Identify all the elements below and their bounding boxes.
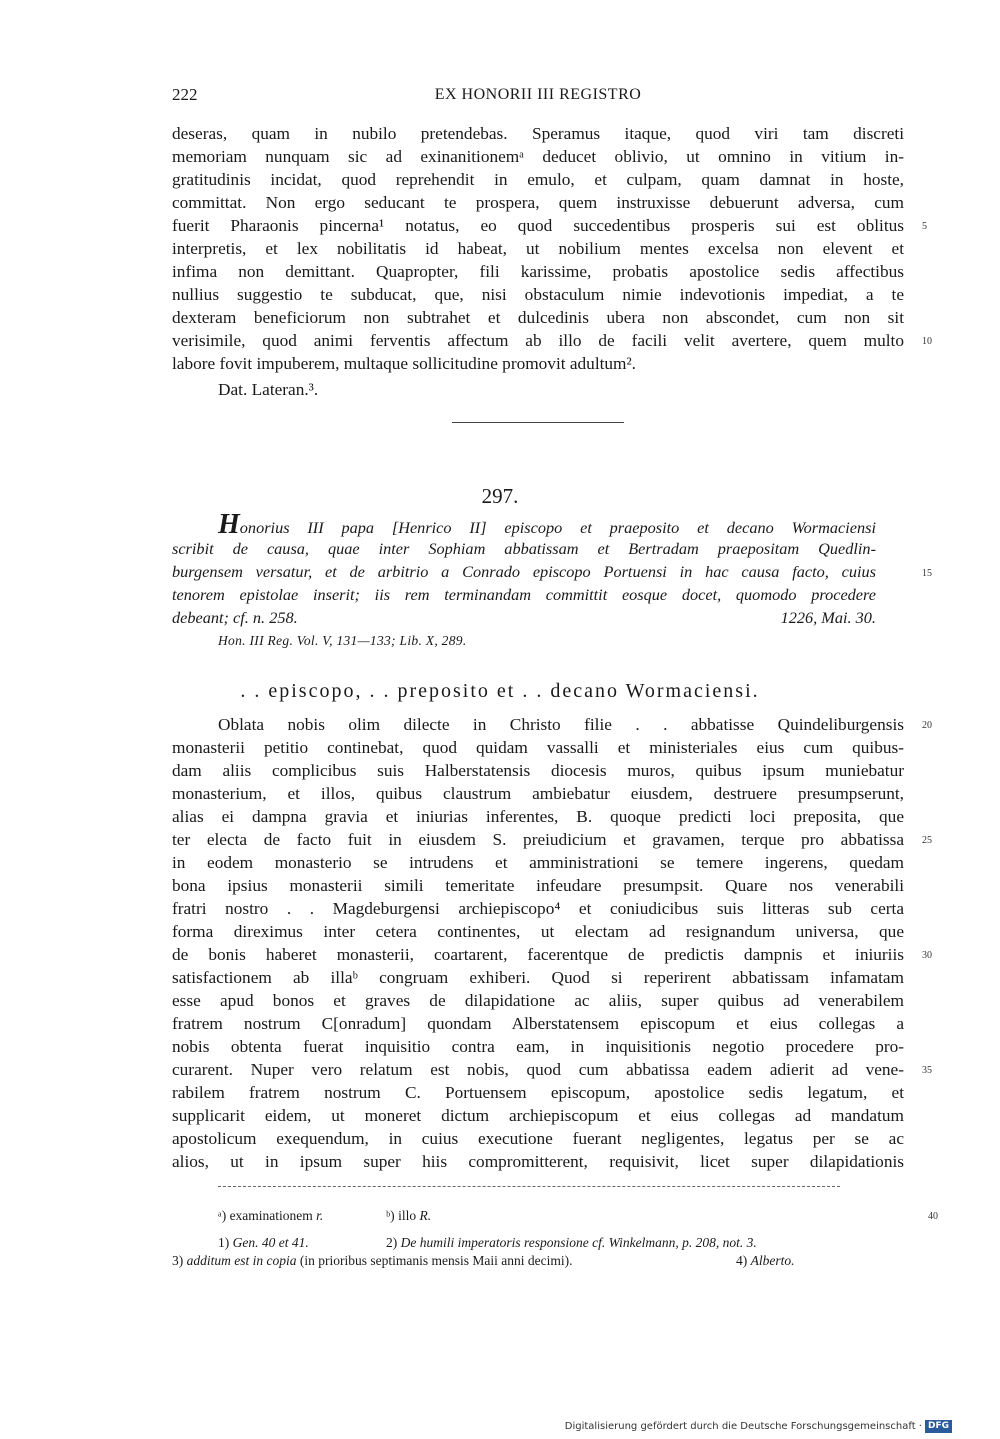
text-line: monasterii petitio continebat, quod quidam vassalli et ministeriales eius cum quibus- bbox=[172, 738, 904, 757]
line-number: 35 bbox=[922, 1065, 932, 1076]
footnote-divider bbox=[218, 1186, 840, 1187]
text-line: forma direximus inter cetera continentes, ut electam ad resignandum universa, que bbox=[172, 922, 904, 941]
text-line: committat. Non ergo seducant te prospera, quem instruxisse debuerunt adversa, cum bbox=[172, 193, 904, 212]
text-line: bona ipsius monasterii simili temeritate infeudare presumpsit. Quare nos venerabili bbox=[172, 876, 904, 895]
text-line: nullius suggestio te subducat, que, nisi obstaculum nimie indevotionis impediat, a te bbox=[172, 285, 904, 304]
regest-line: tenorem epistolae inserit; iis rem terminandam committit eosque docet, quomodo procedere bbox=[172, 585, 876, 604]
text-line: fuerit Pharaonis pincerna¹ notatus, eo quod succedentibus prosperis sui est oblitus bbox=[172, 216, 904, 235]
document-number: 297. bbox=[481, 484, 519, 508]
text-line: verisimile, quod animi ferventis affectum ab illo de facili velit avertere, quem multo bbox=[172, 331, 904, 350]
dat-line: Dat. Lateran.³. bbox=[218, 380, 319, 399]
page-number: 222 bbox=[172, 85, 198, 104]
drop-cap: H bbox=[218, 509, 240, 540]
source-reference: Hon. III Reg. Vol. V, 131—133; Lib. X, 289. bbox=[218, 633, 467, 648]
regest-line bbox=[172, 607, 876, 629]
text-line: interpretis, et lex nobilitatis id habeat, ut nobilium mentes excelsa non elevent et bbox=[172, 239, 904, 258]
critical-note-a: ᵃ) examinationem r. bbox=[218, 1208, 324, 1223]
footnote-4: 4) Alberto. bbox=[736, 1253, 795, 1268]
text-line: de bonis haberet monasterii, coartarent, facerentque de predictis dampnis et iniuriis bbox=[172, 945, 904, 964]
line-number: 5 bbox=[922, 221, 927, 232]
text-line: Oblata nobis olim dilecte in Christo filie . . abbatisse Quindeliburgensis bbox=[218, 715, 904, 734]
text-line: apostolicum exequendum, in cuius executione fuerant negligentes, legatus per se ac bbox=[172, 1129, 904, 1148]
text-line: satisfactionem ab illaᵇ congruam exhiberi. Quod si reperirent abbatissam infamatam bbox=[172, 968, 904, 987]
text-line: nobis obtenta fuerat inquisitio contra eam, in inquisitionis negotio procedere pro- bbox=[172, 1037, 904, 1056]
text-line: dexteram beneficiorum non subtrahet et dulcedinis ubera non abscondet, cum non sit bbox=[172, 308, 904, 327]
text-line: fratrem nostrum C[onradum] quondam Alberstatensem episcopum et eius collegas a bbox=[172, 1014, 904, 1033]
line-number: 25 bbox=[922, 835, 932, 846]
text-line: rabilem fratrem nostrum C. Portuensem episcopum, apostolice sedis legatum, et bbox=[172, 1083, 904, 1102]
funding-note bbox=[565, 1420, 952, 1433]
text-line: ter electa de facto fuit in eiusdem S. preiudicium et gravamen, terque pro abbatissa bbox=[172, 830, 904, 849]
line-number: 30 bbox=[922, 950, 932, 961]
text-line: memoriam nunquam sic ad exinanitionemᵃ deducet oblivio, ut omnino in vitium in- bbox=[172, 147, 904, 166]
text-line: gratitudinis incidat, quod reprehendit in emulo, et culpam, quam damnat in hoste, bbox=[172, 170, 904, 189]
running-title: EX HONORII III REGISTRO bbox=[434, 86, 642, 103]
critical-note-b: ᵇ) illo R. bbox=[386, 1208, 432, 1223]
text-line: labore fovit impuberem, multaque sollicitudine promovit adultum². bbox=[172, 354, 637, 373]
regest-line: scribit de causa, quae inter Sophiam abbatissam et Bertradam praepositam Quedlin- bbox=[172, 539, 876, 558]
page-header bbox=[172, 85, 904, 109]
address-line: . . episcopo, . . preposito et . . decano Wormaciensi. bbox=[240, 680, 760, 702]
text-line: monasterium, et illos, quibus claustrum ambiebatur eiusdem, destruere presumpserunt, bbox=[172, 784, 904, 803]
regest-line: burgensem versatur, et de arbitrio a Conrado episcopo Portuensi in hac causa facto, cuius bbox=[172, 562, 876, 581]
regest-last-text: debeant; cf. n. 258. bbox=[172, 608, 298, 627]
text-line: deseras, quam in nubilo pretendebas. Speramus itaque, quod viri tam discreti bbox=[172, 124, 904, 143]
text-line: infima non demittant. Quapropter, fili karissime, probatis apostolice sedis affectibus bbox=[172, 262, 904, 281]
footnote-1: 1) Gen. 40 et 41. bbox=[218, 1235, 309, 1250]
footnote-2: 2) De humili imperatoris responsione cf. Winkelmann, p. 208, not. 3. bbox=[386, 1235, 757, 1250]
text-line: fratri nostro . . Magdeburgensi archiepiscopo⁴ et coniudicibus suis litteras sub certa bbox=[172, 899, 904, 918]
text-line: alias ei dampna gravia et iniurias inferentes, B. quoque predicti loci preposita, que bbox=[172, 807, 904, 826]
text-line: dam aliis complicibus suis Halberstatensis diocesis muros, quibus ipsum muniebatur bbox=[172, 761, 904, 780]
funding-text: Digitalisierung gefördert durch die Deutsche Forschungsgemeinschaft · bbox=[564, 1421, 922, 1432]
dfg-logo: DFG bbox=[925, 1420, 952, 1433]
text-line: esse apud bonos et graves de dilapidatione ac aliis, super quibus ad venerabilem bbox=[172, 991, 904, 1010]
line-number: 20 bbox=[922, 720, 932, 731]
line-number: 15 bbox=[922, 568, 932, 579]
regest-line: Honorius III papa [Henrico II] episcopo et praeposito et decano Wormaciensi bbox=[218, 509, 876, 540]
footnote-3: 3) additum est in copia (in prioribus septimanis mensis Maii anni decimi). bbox=[172, 1253, 573, 1268]
document-date: 1226, Mai. 30. bbox=[780, 608, 876, 627]
section-divider bbox=[452, 422, 624, 423]
line-number: 10 bbox=[922, 336, 932, 347]
text-line: alios, ut in ipsum super hiis compromitterent, requisivit, licet super dilapidationis bbox=[172, 1152, 904, 1171]
line-number: 40 bbox=[928, 1211, 938, 1222]
text-line: supplicarit eidem, ut moneret dictum archiepiscopum et eius collegas ad mandatum bbox=[172, 1106, 904, 1125]
text-line: in eodem monasterio se intrudens et amministrationi se temere ingerens, quedam bbox=[172, 853, 904, 872]
text-line: curarent. Nuper vero relatum est nobis, quod cum abbatissa eadem adierit ad vene- bbox=[172, 1060, 904, 1079]
